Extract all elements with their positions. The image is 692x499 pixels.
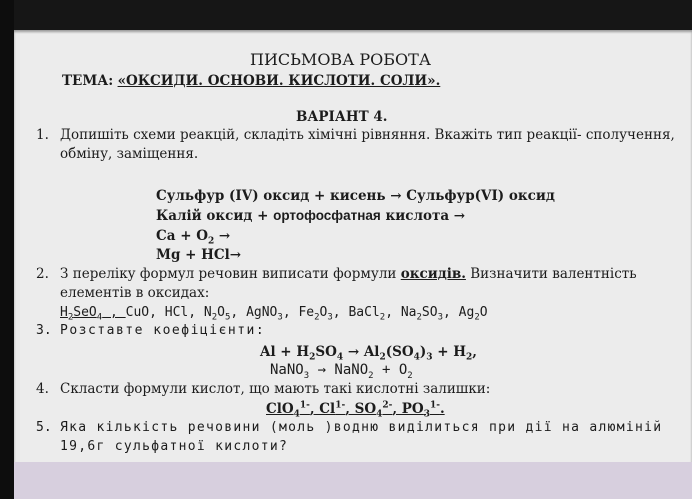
q1-number: 1.	[36, 127, 49, 143]
q1-reaction-3	[156, 228, 231, 247]
q2-oxides-word: оксидів.	[400, 266, 466, 282]
q4-text: Скласти формули кислот, що мають такі кислотні залишки:	[60, 381, 491, 397]
q4-ion-list: ClO$_4^{1-}$, $Cl^{1-}$, $SO_4^{2-}$, $PO_3^{1-}$.	[266, 400, 445, 420]
q1-text-line1: Допишіть схеми реакцій, складіть хімічні рівняння. Вкажіть тип реакції- сполучення,	[60, 127, 675, 143]
q2-formula-rest: $N_2O_5$, AgNO$_3$, $Fe_2O_3$, BaCl$_2$, $Na_2SO_3$, $Ag_2O$	[203, 305, 488, 323]
q2-formula-cuo-hcl: CuO, HCl,	[125, 305, 204, 320]
r3-part-b: →	[214, 228, 231, 244]
left-frame-bar	[0, 0, 14, 499]
r3-sub: 2	[207, 236, 215, 247]
q2-text-line1	[60, 266, 637, 282]
worksheet-page	[14, 30, 692, 462]
topic-line	[62, 73, 440, 89]
q1-reaction-2	[156, 208, 465, 224]
r2-part-b: ортофосфатная	[273, 208, 381, 223]
q2-number: 2.	[36, 266, 49, 282]
r2-part-a: Калій оксид +	[156, 208, 274, 224]
q3-text: Розставте коефіцієнти:	[60, 323, 266, 338]
q2-line1-a: З переліку формул речовин виписати формули	[60, 266, 401, 282]
q3-number: 3.	[36, 323, 52, 338]
r2-part-c: кислота →	[380, 208, 466, 224]
q1-reaction-1: Сульфур (IV) оксид + кисень → Сульфур(VI) оксид	[156, 188, 555, 204]
q5-number: 5.	[36, 420, 52, 435]
topic-label: ТЕМА:	[62, 73, 114, 89]
q1-text-line2: обміну, заміщення.	[60, 146, 199, 162]
q5-text-line1: Яка кількість речовини (моль )водню виділиться при дії на алюміній	[60, 420, 663, 435]
q2-line1-c: Визначити валентність	[465, 266, 637, 282]
q2-formula-list	[60, 305, 488, 321]
r3-part-a: Ca + O	[156, 228, 208, 244]
q4-number: 4.	[36, 381, 49, 397]
topic-text: «ОКСИДИ. ОСНОВИ. КИСЛОТИ. СОЛИ».	[117, 73, 441, 89]
q1-reaction-4: Mg + HCl→	[156, 247, 242, 263]
q3-reaction-2: NaNO$_3$ → NaNO$_2$ + $O_2$	[270, 362, 413, 381]
q2-formula-h2seo4: $H_2SeO_4$ ,	[60, 305, 126, 323]
q2-text-line2: елементів в оксидах:	[60, 285, 210, 301]
top-frame-bar	[0, 0, 692, 32]
q3-reaction-1: $Al + H_2SO_4 \to Al_2(SO_4)_3 + H_2$,	[260, 344, 477, 363]
variant-heading: ВАРІАНТ 4.	[296, 109, 388, 125]
q5-text-line2: 19,6г сульфатної кислоти?	[60, 439, 289, 454]
page-title: ПИСЬМОВА РОБОТА	[250, 50, 431, 69]
